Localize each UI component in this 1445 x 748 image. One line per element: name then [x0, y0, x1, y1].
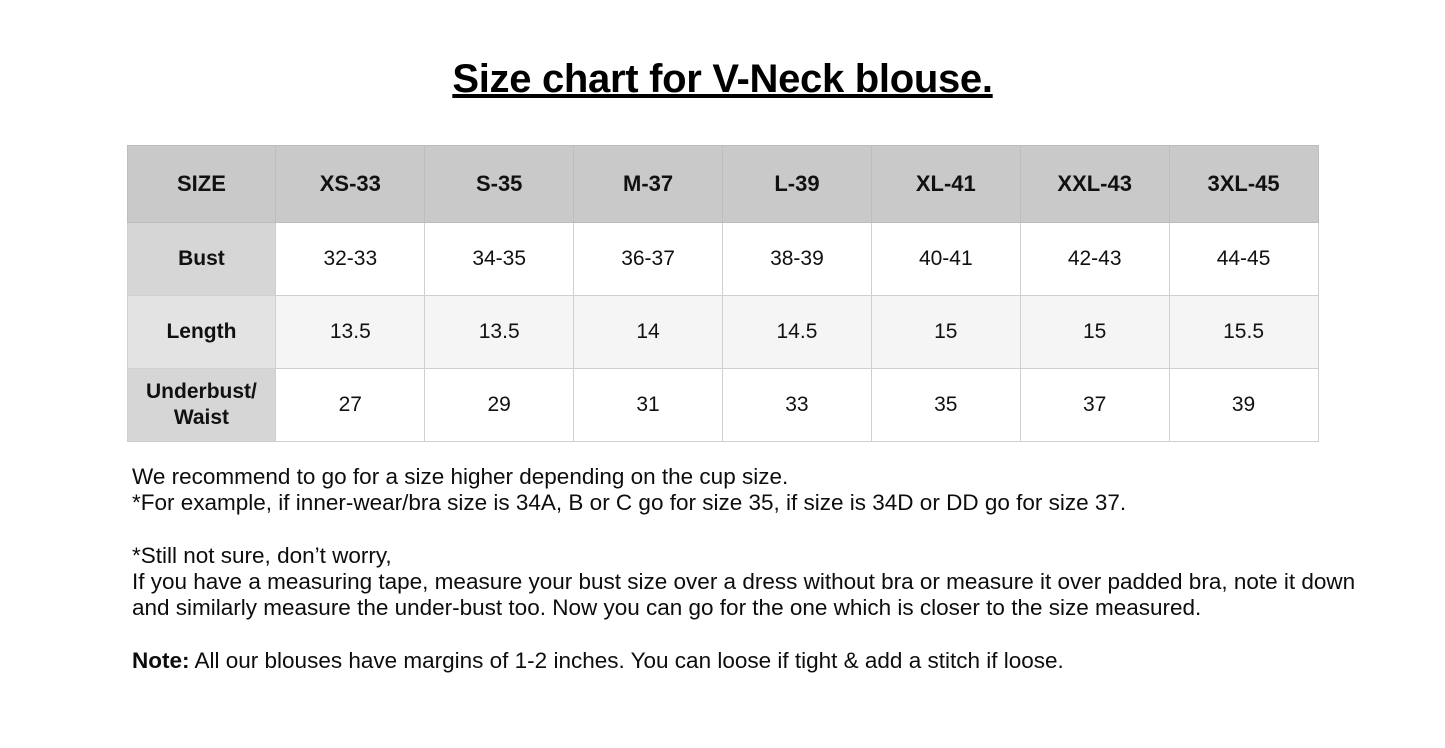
table-row: [127, 223, 1318, 296]
spacer: [132, 622, 1372, 648]
column-header-size: SIZE: [127, 146, 276, 223]
cell-length-xs: 13.5: [276, 296, 425, 369]
column-header-xxl: XXL-43: [1020, 146, 1169, 223]
notes-section: [132, 464, 1372, 674]
cell-bust-s: 34-35: [425, 223, 574, 296]
cell-underbust-xs: 27: [276, 369, 425, 442]
cell-underbust-3xl: 39: [1169, 369, 1318, 442]
column-header-m: M-37: [574, 146, 723, 223]
row-header-bust: Bust: [127, 223, 276, 296]
note-margin-text: All our blouses have margins of 1-2 inches. You can loose if tight & add a stitch if loose.: [189, 647, 1064, 673]
row-header-underbust-waist: Underbust/ Waist: [127, 369, 276, 442]
column-header-xs: XS-33: [276, 146, 425, 223]
cell-length-xl: 15: [871, 296, 1020, 369]
cell-underbust-s: 29: [425, 369, 574, 442]
page-title: Size chart for V-Neck blouse.: [452, 57, 993, 101]
cell-bust-3xl: 44-45: [1169, 223, 1318, 296]
note-example: *For example, if inner-wear/bra size is 34A, B or C go for size 35, if size is 34D or DD go for size 37.: [132, 490, 1127, 516]
cell-bust-xs: 32-33: [276, 223, 425, 296]
cell-length-l: 14.5: [723, 296, 872, 369]
cell-bust-xl: 40-41: [871, 223, 1020, 296]
size-chart-table-wrapper: [127, 145, 1319, 442]
cell-length-m: 14: [574, 296, 723, 369]
cell-bust-xxl: 42-43: [1020, 223, 1169, 296]
column-header-s: S-35: [425, 146, 574, 223]
table-header: [127, 146, 1318, 223]
spacer: [132, 517, 1372, 543]
column-header-3xl: 3XL-45: [1169, 146, 1318, 223]
cell-length-xxl: 15: [1020, 296, 1169, 369]
size-chart-table: [127, 145, 1319, 442]
cell-bust-m: 36-37: [574, 223, 723, 296]
cell-length-3xl: 15.5: [1169, 296, 1318, 369]
note-recommendation: We recommend to go for a size higher depending on the cup size.: [132, 464, 789, 489]
note-measuring-tape: If you have a measuring tape, measure your bust size over a dress without bra or measure it over padded bra, note it down and similarly measure the under-bust too. Now you can go for the one which is closer to the size measured.: [132, 568, 1356, 621]
cell-bust-l: 38-39: [723, 223, 872, 296]
cell-length-s: 13.5: [425, 296, 574, 369]
table-header-row: [127, 146, 1318, 223]
column-header-l: L-39: [723, 146, 872, 223]
cell-underbust-m: 31: [574, 369, 723, 442]
note-label: Note:: [132, 647, 190, 673]
cell-underbust-xl: 35: [871, 369, 1020, 442]
cell-underbust-l: 33: [723, 369, 872, 442]
table-body: [127, 223, 1318, 442]
table-row: [127, 296, 1318, 369]
column-header-xl: XL-41: [871, 146, 1020, 223]
note-margins: [132, 648, 1372, 674]
cell-underbust-xxl: 37: [1020, 369, 1169, 442]
table-row: [127, 369, 1318, 442]
row-header-length: Length: [127, 296, 276, 369]
note-still-not-sure: *Still not sure, don’t worry,: [132, 542, 392, 568]
